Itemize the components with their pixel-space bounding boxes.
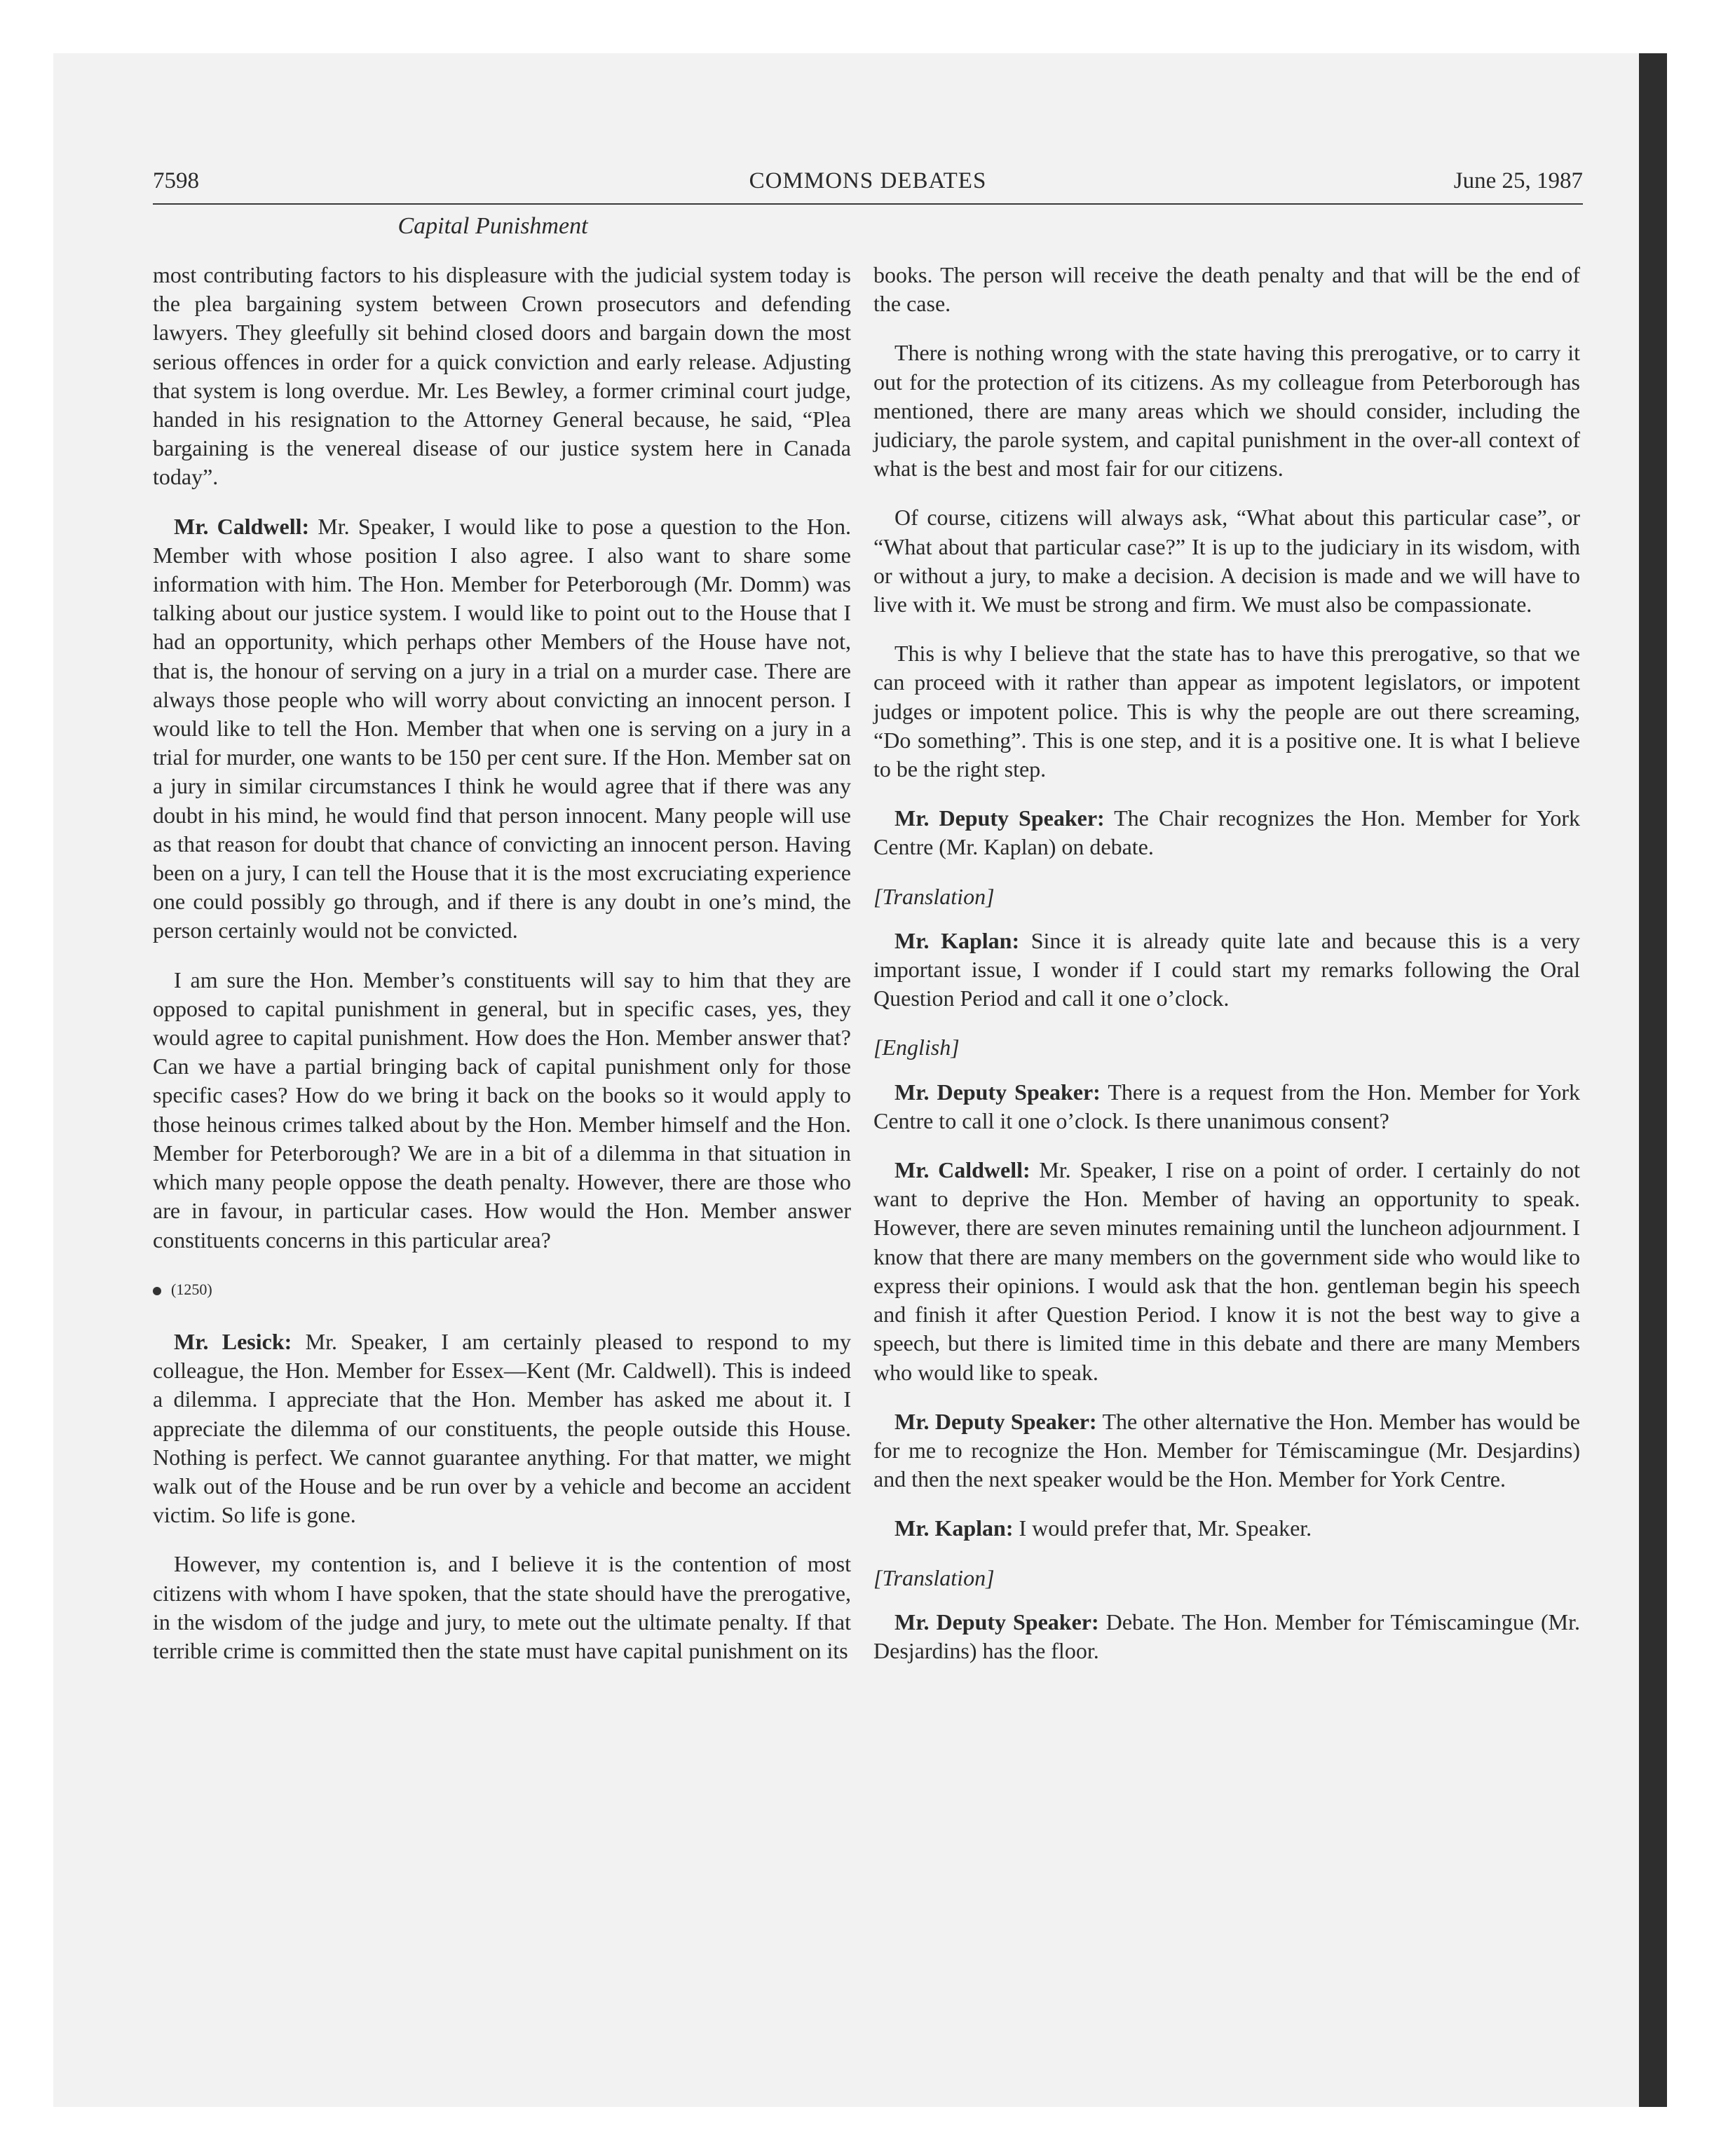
time-marker	[153, 1275, 851, 1304]
paragraph-text: Of course, citizens will always ask, “What about this particular case”, or “What about that particular case?” It is up to the judiciary in its wisdom, with or without a jury, to make a decision. A decision is made and we will have to live with it. We must be strong and firm. We must also be compassionate.	[873, 505, 1580, 618]
paragraph-text: books. The person will receive the death penalty and that will be the end of the case.	[873, 262, 1580, 317]
paragraph-text: I would prefer that, Mr. Speaker.	[1019, 1515, 1312, 1541]
paragraph	[873, 927, 1580, 1014]
paragraph-text: Debate. The Hon. Member for Témiscamingue (Mr. Desjardins) has the floor.	[873, 1609, 1581, 1663]
speaker-name: Mr. Deputy Speaker:	[894, 1609, 1099, 1635]
paragraph-text: The Chair recognizes the Hon. Member for York Centre (Mr. Kaplan) on debate.	[873, 805, 1581, 860]
language-tag: [Translation]	[873, 1564, 995, 1590]
paragraph	[873, 1608, 1580, 1665]
speaker-name: Mr. Lesick:	[174, 1328, 292, 1354]
paragraph-text: There is nothing wrong with the state having this prerogative, or to carry it out for the protection of its citizens. As my colleague from Peterborough has mentioned, there are many areas which we should consider, including the judiciary, the parole system, and capital punishment in the over-all context of what is the best and most fair for our citizens.	[873, 340, 1580, 482]
paragraph-text: This is why I believe that the state has to have this prerogative, so that we can proceed with it rather than appear as impotent legislators, or impotent judges or impotent police. This is why the people are out there screaming, “Do something”. This is one step, and it is a positive one. It is what I believe to be the right step.	[873, 641, 1580, 782]
paragraph-text: Mr. Speaker, I rise on a point of order. I certainly do not want to deprive the Hon. Member of having an opportunity to speak. However, there are seven minutes remaining until the luncheon adjournment. I know that there are many members on the government side who would like to express their opinions. I would ask that the hon. gentleman begin his speech and finish it after Question Period. I know it is not the best way to give a speech, but there is limited time in this debate and there are many Members who would like to speak.	[873, 1157, 1581, 1385]
speaker-name: Mr. Kaplan:	[894, 1515, 1014, 1541]
publication-date: June 25, 1987	[1453, 168, 1583, 193]
publication-title: COMMONS DEBATES	[749, 168, 987, 193]
language-tag: [Translation]	[873, 883, 995, 909]
speaker-name: Mr. Deputy Speaker:	[894, 1408, 1097, 1434]
paragraph-text: I am sure the Hon. Member’s constituents will say to him that they are opposed to capital punishment in general, but in specific cases, yes, they would agree to capital punishment. How does the Hon. Member answer that? Can we have a partial bringing back of capital punishment only for those specific cases? How do we bring it back on the books so it would apply to those heinous crimes talked about by the Hon. Member himself and the Hon. Member for Peterborough? We are in a bit of a dilemma in that situation in which many people oppose the death penalty. However, there are those who are in favour, in particular cases. How would the Hon. Member answer constituents concerns in this particular area?	[153, 967, 851, 1253]
paragraph	[153, 1550, 851, 1665]
language-tag: [English]	[873, 1035, 960, 1060]
paragraph-text: However, my contention is, and I believe it is the contention of most citizens with whom I have spoken, that the state should have the prerogative, in the wisdom of the judge and jury, to mete out the ultimate penalty. If that terrible crime is committed then the state must have capital punishment on its	[153, 1551, 851, 1663]
header-rule	[153, 203, 1583, 205]
right-column	[873, 261, 1580, 1686]
paragraph-text: Mr. Speaker, I am certainly pleased to respond to my colleague, the Hon. Member for Essex—Kent (Mr. Caldwell). This is indeed a dilemma. I appreciate that the Hon. Member has asked me about it. I appreciate the dilemma of our constituents, the people outside this House. Nothing is perfect. We cannot guarantee anything. For that matter, we might walk out of the House and be run over by a vehicle and become an accident victim. So life is gone.	[153, 1328, 852, 1528]
speaker-name: Mr. Caldwell:	[174, 513, 310, 539]
paragraph-text: Since it is already quite late and because this is a very important issue, I wonder if I could start my remarks following the Oral Question Period and call it one o’clock.	[873, 927, 1581, 1011]
paragraph	[153, 1328, 851, 1529]
paragraph-text: most contributing factors to his displeasure with the judicial system today is the plea bargaining system between Crown prosecutors and defending lawyers. They gleefully sit behind closed doors and bargain down the most serious offences in order for a quick conviction and early release. Adjusting that system is long overdue. Mr. Les Bewley, a former criminal court judge, handed in his resignation to the Attorney General because, he said, “Plea bargaining is the venereal disease of our justice system here in Canada today”.	[153, 262, 851, 490]
speaker-name: Mr. Caldwell:	[894, 1157, 1030, 1183]
paragraph-text: The other alternative the Hon. Member has would be for me to recognize the Hon. Member for Témiscamingue (Mr. Desjardins) and then the next speaker would be the Hon. Member for York Centre.	[873, 1408, 1581, 1492]
bullet-icon	[153, 1287, 161, 1295]
paragraph-text: There is a request from the Hon. Member for York Centre to call it one o’clock. Is there unanimous consent?	[873, 1079, 1581, 1133]
page-header	[153, 168, 1583, 200]
paragraph	[873, 261, 1580, 318]
speaker-name: Mr. Kaplan:	[894, 927, 1020, 953]
left-column	[153, 261, 851, 1686]
scan-edge-bar	[1639, 53, 1667, 2107]
paragraph	[873, 1514, 1580, 1543]
paragraph	[873, 1156, 1580, 1387]
page-number: 7598	[153, 168, 199, 193]
paragraph	[153, 966, 851, 1255]
paragraph	[153, 261, 851, 492]
paragraph	[873, 804, 1580, 861]
speaker-name: Mr. Deputy Speaker:	[894, 805, 1105, 831]
paragraph	[153, 512, 851, 946]
paragraph-text: Mr. Speaker, I would like to pose a question to the Hon. Member with whose position I also agree. I also want to share some information with him. The Hon. Member for Peterborough (Mr. Domm) was talking about our justice system. I would like to point out to the House that I had an opportunity, which perhaps other Members of the House have not, that is, the honour of serving on a jury in a trial on a murder case. There are always those people who will worry about convicting an innocent person. I would like to tell the Hon. Member that when one is serving on a jury in a trial for murder, one wants to be 150 per cent sure. If the Hon. Member sat on a jury in similar circumstances I think he would agree that if there was any doubt in his mind, he would find that person innocent. Many people will use as that reason for doubt that chance of convicting an innocent person. Having been on a jury, I can tell the House that it is the most excruciating experience one could possibly go through, and if there is any doubt in one’s mind, the person certainly would not be convicted.	[153, 513, 852, 943]
subject-heading: Capital Punishment	[397, 213, 588, 239]
paragraph	[873, 639, 1580, 784]
time-stamp: (1250)	[171, 1280, 212, 1298]
speaker-name: Mr. Deputy Speaker:	[894, 1079, 1101, 1105]
paragraph	[873, 1078, 1580, 1135]
paragraph	[873, 339, 1580, 483]
paragraph	[873, 1407, 1580, 1494]
paragraph	[873, 503, 1580, 619]
